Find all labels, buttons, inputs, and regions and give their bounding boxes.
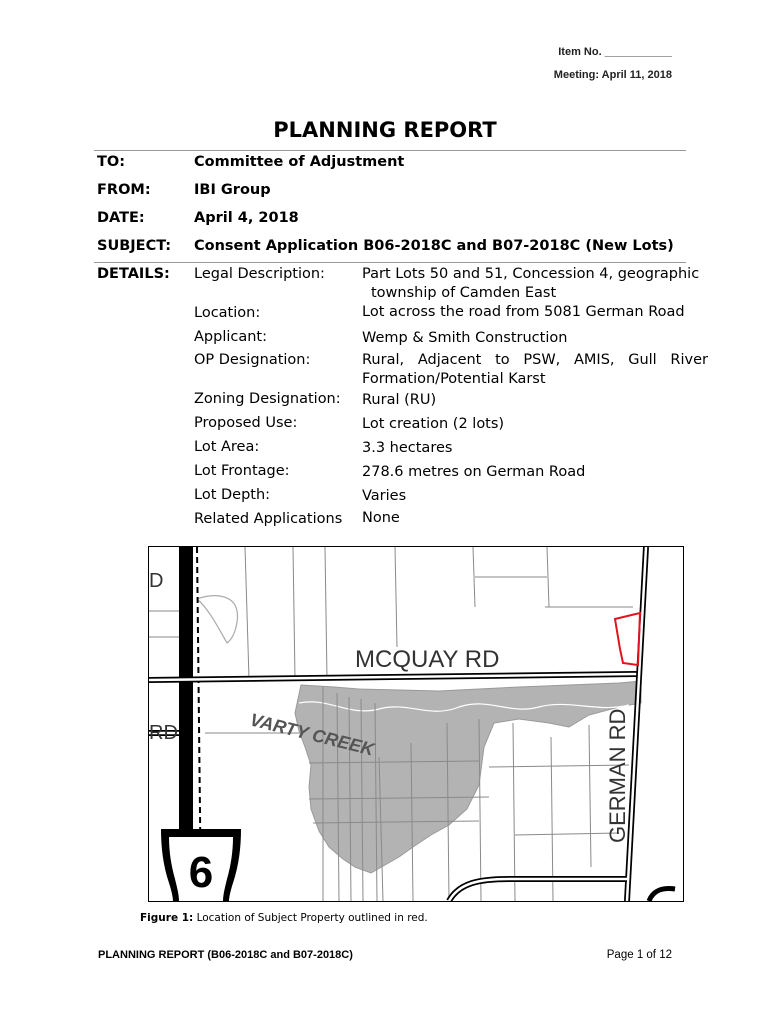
title-divider (94, 150, 686, 151)
legal-description-line2: township of Camden East (371, 285, 557, 301)
footer-report-title: PLANNING REPORT (B06-2018C and B07-2018C) (98, 949, 353, 961)
footer-page-number: Page 1 of 12 (606, 949, 672, 961)
from-label: FROM: (97, 182, 151, 198)
location-map (148, 546, 684, 902)
detail-key-related-applications: Related Applications (194, 511, 343, 527)
varty-creek-label: VARTY CREEK (248, 709, 377, 760)
detail-key-zoning: Zoning Designation: (194, 391, 341, 407)
detail-value-zoning: Rural (RU) (362, 392, 437, 408)
detail-key-lot-area: Lot Area: (194, 439, 260, 455)
date-value: April 4, 2018 (194, 210, 299, 226)
creek-wetland-area (295, 681, 641, 873)
subject-label: SUBJECT: (97, 238, 172, 254)
to-label: TO: (97, 154, 126, 170)
detail-value-op-designation: Rural, Adjacent to PSW, AMIS, Gull River Formation/Potential Karst (362, 352, 708, 387)
mcquay-road (149, 674, 641, 680)
subject-property-outline (615, 613, 640, 665)
caption-text: Location of Subject Property outlined in red. (193, 912, 428, 924)
item-number: Item No. ___________ (558, 46, 672, 58)
meeting-date: Meeting: April 11, 2018 (553, 69, 672, 81)
detail-key-lot-frontage: Lot Frontage: (194, 463, 290, 479)
mcquay-road-label: MCQUAY RD (355, 646, 500, 673)
detail-value-proposed-use: Lot creation (2 lots) (362, 416, 505, 432)
detail-key-proposed-use: Proposed Use: (194, 415, 298, 431)
to-value: Committee of Adjustment (194, 154, 405, 170)
detail-value-lot-frontage: 278.6 metres on German Road (362, 464, 586, 480)
german-road-label: GERMAN RD (605, 708, 630, 843)
figure-caption (140, 912, 428, 924)
detail-value-location: Lot across the road from 5081 German Road (362, 304, 685, 320)
highway-number: 6 (188, 848, 214, 897)
caption-prefix: Figure 1: (140, 912, 194, 924)
detail-key-applicant: Applicant: (194, 329, 268, 345)
page-title: PLANNING REPORT (273, 118, 497, 142)
west-road-label: RD (149, 722, 178, 744)
detail-value-lot-depth: Varies (362, 488, 407, 504)
detail-value-lot-area: 3.3 hectares (362, 440, 453, 456)
trail-line (197, 596, 237, 643)
south-curve-road (449, 879, 675, 901)
detail-key-lot-depth: Lot Depth: (194, 487, 271, 503)
detail-value-related-applications: None (362, 510, 400, 526)
date-label: DATE: (97, 210, 145, 226)
detail-key-location: Location: (194, 305, 261, 321)
from-value: IBI Group (194, 182, 271, 198)
subject-divider (94, 262, 686, 263)
highway-6-shield (161, 829, 241, 901)
detail-key-op-designation: OP Designation: (194, 352, 311, 368)
details-label: DETAILS: (97, 266, 170, 282)
subject-value: Consent Application B06-2018C and B07-2018C (New Lots) (194, 238, 674, 254)
legal-description-line1: Part Lots 50 and 51, Concession 4, geographic (362, 266, 700, 282)
detail-key-legal-description: Legal Description: (194, 266, 325, 282)
north-road-label: D (149, 570, 164, 592)
detail-value-applicant: Wemp & Smith Construction (362, 330, 568, 346)
detail-value-legal-description (362, 265, 708, 303)
